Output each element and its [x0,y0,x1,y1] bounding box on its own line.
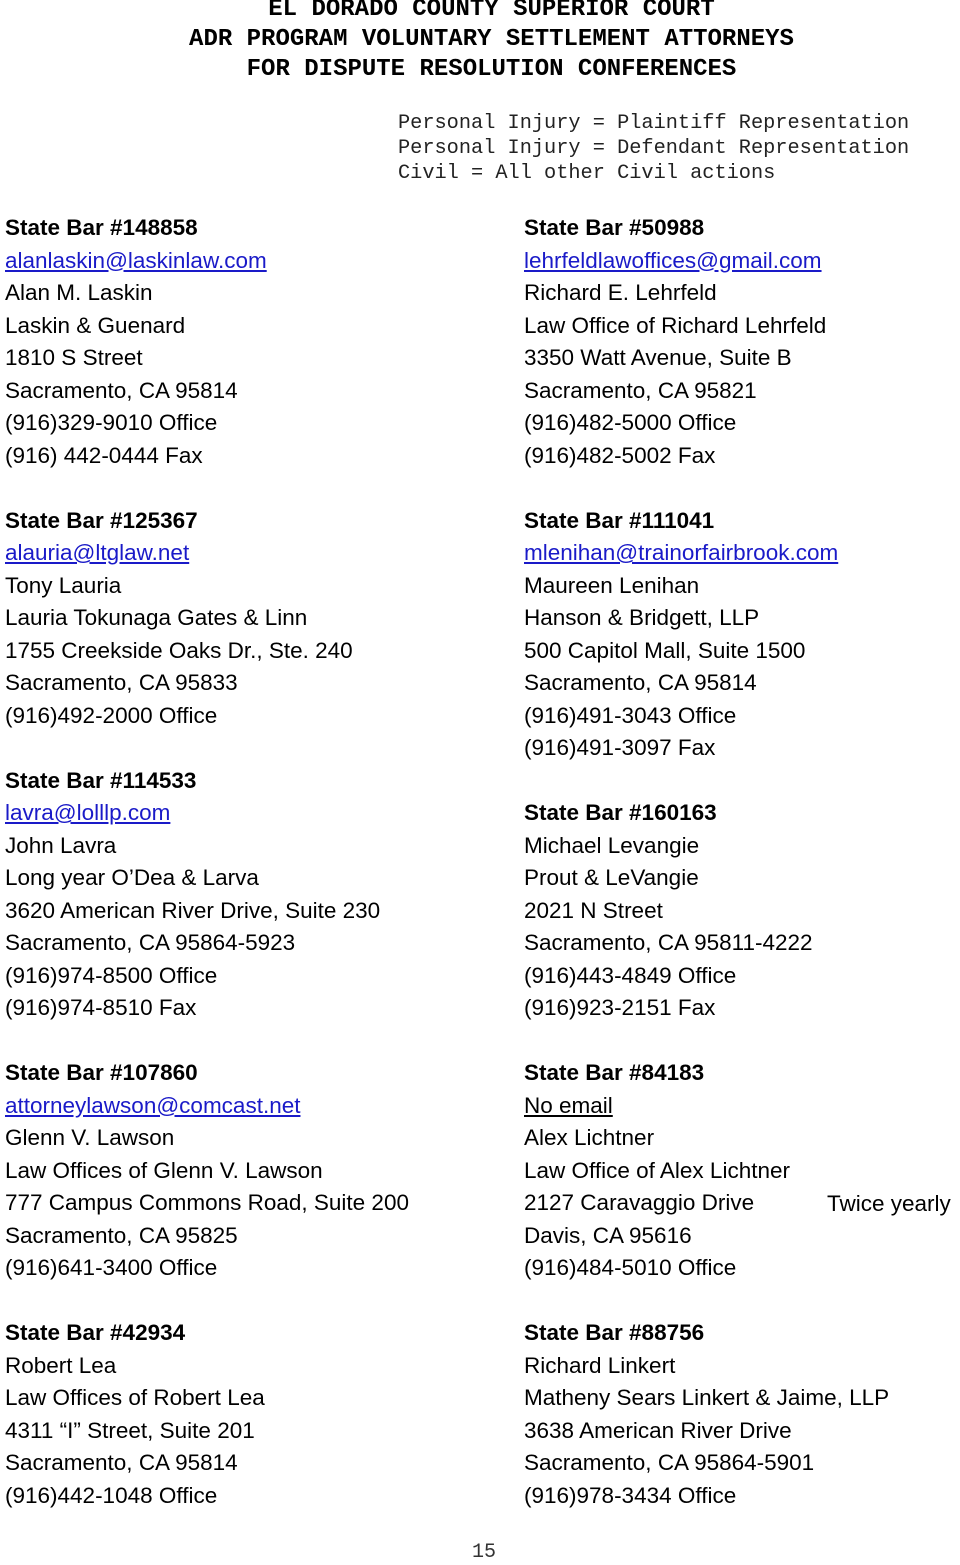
attorney-detail: (916)974-8500 Office [5,962,218,988]
attorney-detail: Sacramento, CA 95864-5901 [524,1450,815,1475]
attorney-detail: Prout & LeVangie [524,865,699,890]
state-bar-number: State Bar #107860 [5,1060,198,1085]
attorney-detail: (916) 442-0444 Fax [5,442,203,468]
attorney-detail: 3350 Watt Avenue, Suite B [524,345,792,370]
attorney-name: Alan M. Laskin [5,280,153,305]
attorney-detail: (916)442-1048 Office [5,1482,218,1508]
attorney-detail: Lauria Tokunaga Gates & Linn [5,605,308,630]
legend-plaintiff: Personal Injury = Plaintiff Representation [398,112,910,135]
state-bar-number: State Bar #125367 [5,507,198,533]
attorney-entry [5,1317,495,1512]
attorney-detail: (916)974-8510 Fax [5,995,197,1020]
availability-note: Twice yearly [827,1191,951,1216]
attorney-detail: Law Office of Richard Lehrfeld [524,312,827,338]
email-link[interactable]: lavra@lolllp.com [5,800,171,825]
attorney-list-right [524,212,960,1545]
attorney-detail: 3620 American River Drive, Suite 230 [5,897,381,923]
attorney-entry [524,1317,960,1512]
attorney-name: Alex Lichtner [524,1125,655,1150]
attorney-detail: Long year O’Dea & Larva [5,865,259,890]
attorney-name: Maureen Lenihan [524,572,700,598]
legend-defendant: Personal Injury = Defendant Representation [398,137,910,160]
attorney-detail: Sacramento, CA 95864-5923 [5,930,296,955]
attorney-detail: Hanson & Bridgett, LLP [524,605,760,630]
attorney-entry [5,212,495,472]
attorney-entry [5,765,495,1025]
attorney-detail: 1810 S Street [5,345,143,370]
attorney-list-left [5,212,495,1545]
no-email-label: No email [524,1092,613,1118]
attorney-entry [524,505,960,765]
attorney-name: Michael Levangie [524,832,700,858]
attorney-detail: Sacramento, CA 95814 [5,377,238,403]
email-link[interactable]: alauria@ltglaw.net [5,540,190,565]
attorney-detail: (916)484-5010 Office [524,1255,737,1280]
attorney-name: Richard E. Lehrfeld [524,280,717,305]
attorney-detail: 777 Campus Commons Road, Suite 200 [5,1190,409,1215]
attorney-name: Robert Lea [5,1352,117,1378]
attorney-detail: Law Offices of Glenn V. Lawson [5,1157,323,1183]
attorney-detail: (916)923-2151 Fax [524,995,716,1020]
attorney-detail: (916)491-3097 Fax [524,735,716,760]
email-link[interactable]: lehrfeldlawoffices@gmail.com [524,247,822,273]
state-bar-number: State Bar #50988 [524,215,705,240]
attorney-detail: Sacramento, CA 95825 [5,1222,238,1248]
attorney-detail: (916)443-4849 Office [524,962,737,988]
program-title: ADR PROGRAM VOLUNTARY SETTLEMENT ATTORNEYS [189,26,794,53]
state-bar-number: State Bar #111041 [524,507,715,533]
attorney-entry [5,505,495,733]
attorney-name: John Lavra [5,832,117,858]
email-link[interactable]: alanlaskin@laskinlaw.com [5,247,267,273]
state-bar-number: State Bar #160163 [524,800,717,825]
attorney-entry [524,797,960,1025]
attorney-detail: 3638 American River Drive [524,1417,792,1443]
attorney-detail: (916)492-2000 Office [5,702,218,728]
attorney-detail: (916)482-5000 Office [524,410,737,435]
attorney-detail: Matheny Sears Linkert & Jaime, LLP [524,1385,890,1410]
attorney-entry [524,1057,960,1285]
state-bar-number: State Bar #42934 [5,1320,186,1345]
attorney-name: Richard Linkert [524,1352,676,1378]
attorney-name: Tony Lauria [5,572,122,598]
attorney-detail: (916)641-3400 Office [5,1255,218,1280]
attorney-detail: 2127 Caravaggio Drive [524,1190,755,1215]
court-title: EL DORADO COUNTY SUPERIOR COURT [268,0,715,23]
attorney-detail: 4311 “I” Street, Suite 201 [5,1417,255,1443]
attorney-detail: 500 Capitol Mall, Suite 1500 [524,637,806,663]
attorney-detail: (916)491-3043 Office [524,702,737,728]
attorney-detail: Davis, CA 95616 [524,1222,692,1248]
attorney-detail: Law Office of Alex Lichtner [524,1157,790,1183]
attorney-detail: Law Offices of Robert Lea [5,1385,265,1410]
email-link[interactable]: attorneylawson@comcast.net [5,1092,301,1118]
state-bar-number: State Bar #114533 [5,767,197,793]
attorney-name: Glenn V. Lawson [5,1125,175,1150]
attorney-detail: (916)978-3434 Office [524,1482,737,1508]
email-link[interactable]: mlenihan@trainorfairbrook.com [524,540,839,565]
page-number: 15 [471,1541,496,1564]
attorney-entry [5,1057,495,1285]
conference-title: FOR DISPUTE RESOLUTION CONFERENCES [246,56,737,83]
state-bar-number: State Bar #84183 [524,1060,705,1085]
state-bar-number: State Bar #148858 [5,215,198,240]
attorney-detail: Sacramento, CA 95814 [5,1450,238,1475]
attorney-detail: Sacramento, CA 95833 [5,670,238,695]
attorney-detail: 1755 Creekside Oaks Dr., Ste. 240 [5,637,353,663]
attorney-detail: (916)482-5002 Fax [524,442,716,468]
attorney-detail: Sacramento, CA 95811-4222 [524,930,813,955]
attorney-detail: Sacramento, CA 95821 [524,377,757,403]
state-bar-number: State Bar #88756 [524,1320,705,1345]
legend-civil: Civil = All other Civil actions [398,162,776,185]
attorney-detail: Sacramento, CA 95814 [524,670,757,695]
attorney-detail: Laskin & Guenard [5,312,186,338]
attorney-detail: 2021 N Street [524,897,663,923]
attorney-detail: (916)329-9010 Office [5,410,218,435]
attorney-entry [524,212,960,472]
